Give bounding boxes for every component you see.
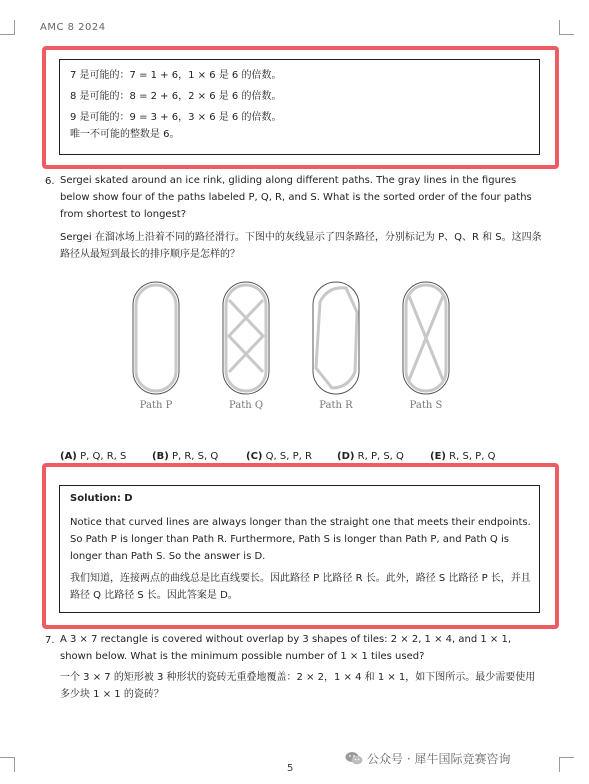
wechat-icon (345, 751, 363, 766)
path-r-figure (313, 282, 359, 394)
solution-chinese: 我们知道，连接两点的曲线总是比直线要长。因此路径 P 比路径 R 长。此外，路径 S 比路径 P 长，并且路径 Q 比路径 S 长。因此答案是 D。 (70, 573, 531, 601)
answer-line-1: 7 是可能的：7 = 1 + 6，1 × 6 是 6 的倍数。 (70, 70, 282, 81)
solution-box (59, 485, 540, 613)
answer-box (59, 59, 540, 155)
watermark-text: 公众号 · 犀牛国际竞赛咨询 (367, 752, 511, 766)
q7-number: 7. (45, 635, 55, 646)
crop-mark-top-right (559, 20, 574, 35)
q7-english: A 3 × 7 rectangle is covered without overlap by 3 shapes of tiles: 2 × 2, 1 × 4, and 1 × 1, shown below. What is the minimum possible number of 1 × 1 tiles used? (60, 634, 511, 662)
watermark (345, 750, 510, 767)
choice-c: (C) Q, S, P, R (246, 451, 312, 462)
crop-mark-top-left (0, 20, 15, 35)
choice-d: (D) R, P, S, Q (337, 451, 404, 462)
page-header: AMC 8 2024 (40, 22, 106, 33)
path-q-figure (223, 282, 269, 394)
answer-line-2: 8 是可能的：8 = 2 + 6，2 × 6 是 6 的倍数。 (70, 91, 282, 102)
page-number: 5 (287, 763, 294, 774)
q7-chinese: 一个 3 × 7 的矩形被 3 种形状的瓷砖无重叠地覆盖：2 × 2，1 × 4 和 1 × 1，如下图所示。最少需要使用多少块 1 × 1 的瓷砖？ (60, 672, 536, 700)
choice-b: (B) P, R, S, Q (152, 451, 219, 462)
crop-mark-bottom-right (559, 757, 574, 772)
path-s-label: Path S (409, 400, 443, 411)
paths-figure (116, 276, 486, 426)
path-p-label: Path P (139, 400, 173, 411)
q6-english: Sergei skated around an ice rink, gliding along different paths. The gray lines in the figures below show four of the paths labeled P, Q, R, and S. What is the sorted order of the four paths from shortest to longest? (60, 175, 532, 220)
q6-chinese: Sergei 在溜冰场上沿着不同的路径滑行。下图中的灰线显示了四条路径，分别标记为 P、Q、R 和 S。这四条路径从最短到最长的排序顺序是怎样的？ (60, 232, 542, 260)
path-r-label: Path R (319, 400, 353, 411)
answer-line-4: 唯一不可能的整数是 6。 (70, 129, 180, 140)
solution-title: Solution: D (70, 493, 133, 504)
answer-line-3: 9 是可能的：9 = 3 + 6，3 × 6 是 6 的倍数。 (70, 112, 282, 123)
crop-mark-bottom-left (0, 757, 15, 772)
path-s-figure (403, 282, 449, 394)
choice-a: (A) P, Q, R, S (60, 451, 127, 462)
path-q-label: Path Q (228, 400, 264, 411)
path-p-figure (133, 282, 179, 394)
q6-number: 6. (45, 176, 55, 187)
solution-english: Notice that curved lines are always longer than the straight one that meets their endpoints. So Path P is longer than Path R. Furthermore, Path S is longer than Path P, and Path Q is longer than Path S. So the answer is D. (70, 517, 531, 562)
choice-e: (E) R, S, P, Q (430, 451, 496, 462)
